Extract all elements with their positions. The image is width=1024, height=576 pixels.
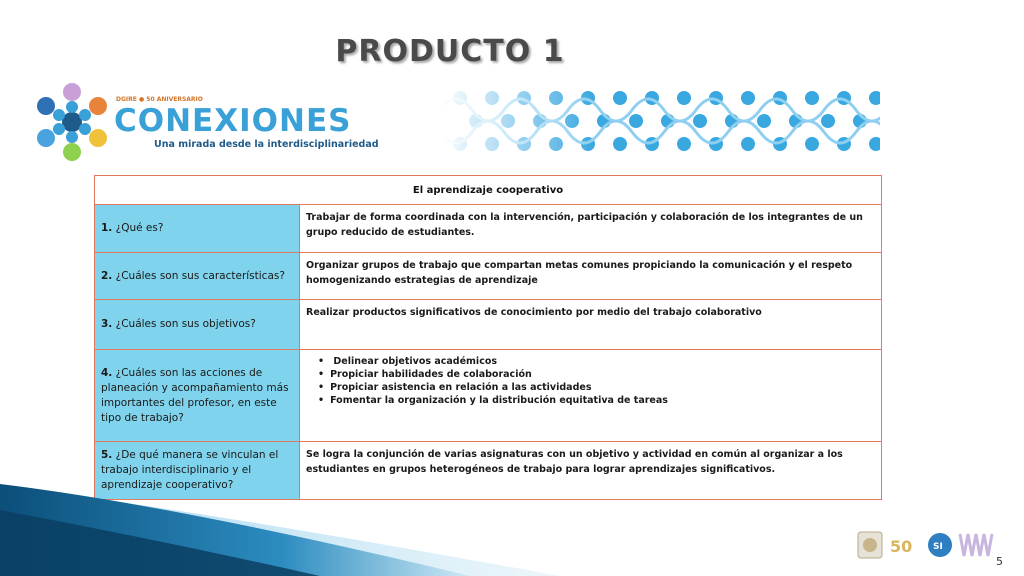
logo-tagline: Una mirada desde la interdisciplinariedad [154,139,379,150]
answer-cell: Realizar productos significativos de conocimiento por medio del trabajo colaborativo [300,300,882,350]
list-item: • Propiciar habilidades de colaboración [318,368,875,381]
svg-text:50: 50 [890,537,913,556]
answer-cell: Organizar grupos de trabajo que compartan metas comunes propiciando la comunicación y el respeto homogenizando estrategias de aprendizaje [300,253,882,300]
footer-institution-logos-icon [856,528,996,562]
question-cell: 1. ¿Qué es? [95,205,300,253]
action-list [306,355,875,407]
question-cell: 2. ¿Cuáles son sus características? [95,253,300,300]
svg-text:SI: SI [933,542,943,552]
list-item: • Propiciar asistencia en relación a las actividades [318,381,875,394]
logo-subtitle: DGIRE ● 50 ANIVERSARIO [116,96,203,103]
page-number: 5 [996,555,1003,568]
list-item: • Delinear objetivos académicos [318,355,875,368]
answer-cell: Se logra la conjunción de varias asignaturas con un objetivo y actividad en común al organizar a los estudiantes en grupos heterogéneos de trabajo para lograr aprendizajes significativos. [300,442,882,500]
question-cell: 3. ¿Cuáles son sus objetivos? [95,300,300,350]
logo-wordmark: CONEXIONES [114,103,352,139]
answer-cell: Trabajar de forma coordinada con la intervención, participación y colaboración de los integrantes de un grupo reducido de estudiantes. [300,205,882,253]
decorative-swoosh-icon [0,470,560,576]
question-cell: 4. ¿Cuáles son las acciones de planeación y acompañamiento más importantes del profesor, en este tipo de trabajo? [95,350,300,442]
answer-cell [300,350,882,442]
question-cell: 5. ¿De qué manera se vinculan el trabajo interdisciplinario y el aprendizaje cooperativo? [95,442,300,500]
list-item: • Fomentar la organización y la distribución equitativa de tareas [318,394,875,407]
cooperative-learning-table [94,175,882,500]
table-header: El aprendizaje cooperativo [95,176,882,205]
page-title: PRODUCTO 1 [335,34,565,69]
decorative-banner-icon [440,88,880,154]
